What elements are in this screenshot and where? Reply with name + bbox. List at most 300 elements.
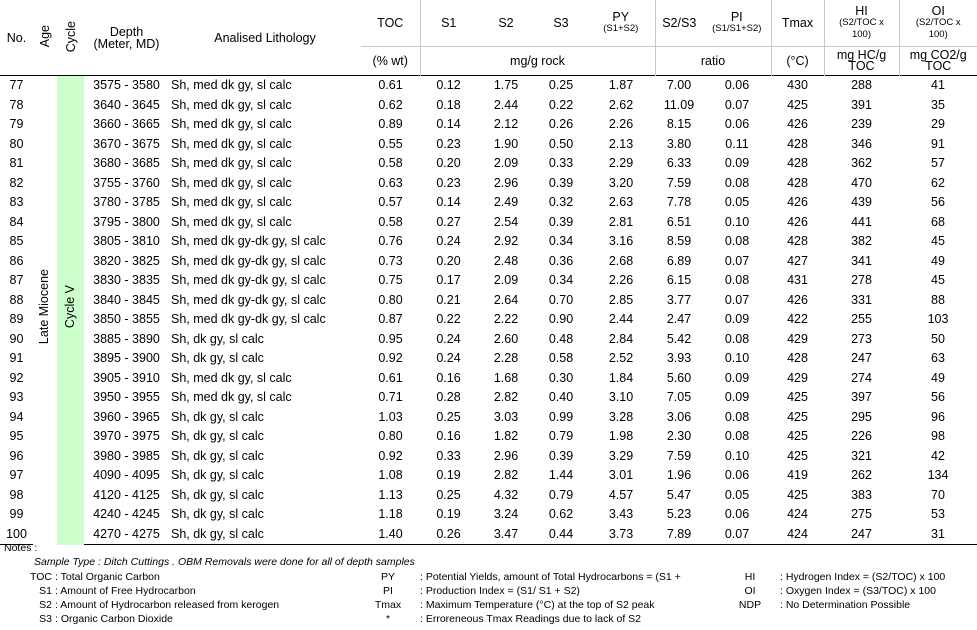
cell-pi: 0.05	[724, 195, 750, 209]
col-tmax-header: Tmax	[771, 0, 824, 47]
cell-tmax: 424	[771, 525, 824, 545]
cell-py: 2.26	[608, 117, 634, 131]
cell-s2: 1.68	[493, 370, 519, 385]
cell-toc: 0.95	[378, 331, 403, 346]
cell-s1: 0.27	[436, 214, 461, 229]
cell-hi: 226	[851, 429, 872, 443]
cell-toc: 0.80	[378, 429, 403, 443]
table-row	[0, 232, 977, 252]
cell-oi: 70	[931, 487, 945, 502]
cell-no: 78	[9, 97, 24, 112]
cell-depth: 3885 - 3890	[93, 331, 160, 346]
cell-hi: 470	[851, 175, 872, 190]
cell-s2s3: 7.05	[666, 390, 692, 404]
table-row	[0, 408, 977, 428]
cell-oi: 62	[931, 175, 945, 190]
cell-s1: 0.20	[436, 253, 461, 268]
cell-depth: 4090 - 4095	[93, 468, 160, 482]
col-age-header: Age	[38, 25, 52, 48]
cell-depth: 3895 - 3900	[93, 351, 160, 365]
cell-oi: 29	[931, 117, 945, 131]
cell-py: 3.10	[608, 390, 634, 404]
table-row	[0, 466, 977, 486]
age-label: Late Miocene	[37, 269, 52, 345]
cell-depth: 3950 - 3955	[93, 390, 160, 404]
cell-s1: 0.24	[436, 331, 461, 346]
cell-pi: 0.08	[724, 331, 750, 346]
cell-tmax: 428	[787, 351, 808, 365]
cell-s2s3: 2.30	[666, 429, 692, 443]
cell-no: 98	[9, 487, 24, 502]
cell-oi: 98	[931, 429, 945, 443]
cell-tmax: 426	[787, 117, 808, 131]
cell-s3: 0.33	[548, 156, 574, 170]
cell-s1: 0.23	[436, 136, 461, 151]
cell-pi: 0.08	[724, 409, 750, 424]
cell-oi: 49	[931, 370, 945, 385]
table-row	[0, 349, 977, 369]
cell-lithology: Sh, med dk gy-dk gy, sl calc	[171, 312, 326, 326]
table-row	[0, 525, 977, 545]
cell-hi: 383	[851, 487, 872, 502]
cell-py: 2.29	[608, 156, 634, 170]
cell-oi: 68	[931, 214, 945, 229]
cell-s2: 1.75	[493, 78, 519, 92]
cell-s3: 1.44	[548, 468, 574, 482]
cell-depth: 3670 - 3675	[93, 136, 160, 151]
cell-s3: 0.48	[548, 331, 574, 346]
table-row	[0, 388, 977, 408]
cell-s3: 0.90	[548, 312, 574, 326]
cell-s2: 1.82	[493, 429, 519, 443]
cell-tmax: 431	[787, 273, 808, 287]
cell-s1: 0.14	[436, 117, 461, 131]
legend-desc: : Amount of Free Hydrocarbon	[55, 585, 196, 597]
cell-tmax: 429	[787, 331, 808, 346]
cell-s3: 0.40	[548, 390, 574, 404]
cell-py: 2.63	[608, 195, 634, 209]
cell-toc: 1.18	[378, 507, 403, 521]
table-row	[0, 291, 977, 311]
cell-lithology: Sh, dk gy, sl calc	[171, 468, 264, 482]
cell-py: 2.13	[608, 136, 634, 151]
cell-lithology: Sh, dk gy, sl calc	[171, 409, 264, 424]
legend-desc: : Total Organic Carbon	[55, 571, 160, 583]
cell-no: 93	[9, 390, 24, 404]
cell-oi: 35	[931, 97, 945, 112]
cell-tmax: 429	[787, 370, 808, 385]
cell-s2: 2.28	[493, 351, 519, 365]
cell-s2s3: 7.78	[666, 195, 692, 209]
cell-tmax: 425	[787, 390, 808, 404]
cell-toc: 0.71	[378, 390, 403, 404]
cell-toc: 1.03	[378, 409, 403, 424]
cell-oi: 134	[927, 468, 949, 482]
cell-depth: 4120 - 4125	[93, 487, 160, 502]
cell-s2s3: 6.33	[666, 156, 692, 170]
table-row	[0, 96, 977, 116]
legend-abbr: NDP	[738, 599, 762, 611]
legend-desc: : Oxygen Index = (S3/TOC) x 100	[780, 585, 936, 597]
cell-tmax: 425	[787, 409, 808, 424]
cell-py: 2.44	[608, 312, 634, 326]
cell-hi: 274	[851, 370, 872, 385]
cell-pi: 0.06	[724, 117, 750, 131]
cell-s3: 0.50	[548, 136, 574, 151]
legend-abbr: HI	[744, 571, 756, 583]
cell-toc: 0.87	[378, 312, 403, 326]
cell-s2s3: 3.06	[666, 409, 692, 424]
cell-pi: 0.07	[703, 525, 771, 545]
cell-depth: 3660 - 3665	[93, 117, 160, 131]
legend-abbr: PY	[380, 571, 395, 583]
cell-s2s3: 8.15	[666, 117, 692, 131]
cell-s2s3: 5.42	[666, 331, 692, 346]
col-s3-header: S3	[553, 16, 569, 30]
cell-pi: 0.06	[724, 507, 750, 521]
cell-pi: 0.11	[725, 136, 749, 151]
cell-py: 1.84	[608, 370, 634, 385]
col-py-header: PY (S1+S2)	[587, 0, 655, 47]
cell-depth: 3850 - 3855	[93, 312, 160, 326]
cell-s2s3: 2.47	[666, 312, 692, 326]
cell-tmax: 425	[787, 429, 808, 443]
cell-s2: 2.82	[493, 390, 519, 404]
table-row	[0, 76, 977, 96]
cell-toc: 0.89	[378, 117, 403, 131]
cell-hi: 391	[851, 97, 872, 112]
cell-oi: 41	[931, 78, 945, 92]
cell-oi: 56	[931, 390, 945, 404]
col-pi-header: PI (S1/S1+S2)	[703, 0, 771, 47]
cell-toc: 1.08	[378, 468, 403, 482]
cell-s3: 0.22	[548, 97, 574, 112]
cell-s3: 0.99	[548, 409, 574, 424]
cell-py: 3.20	[608, 175, 634, 190]
table-row	[0, 135, 977, 155]
cell-pi: 0.06	[724, 468, 750, 482]
cell-s1: 0.24	[436, 234, 461, 248]
cell-oi: 96	[931, 409, 945, 424]
cell-s2s3: 6.51	[666, 214, 692, 229]
cell-tmax: 428	[787, 234, 808, 248]
cell-lithology: Sh, med dk gy, sl calc	[171, 390, 292, 404]
cell-py: 3.29	[608, 448, 634, 463]
cell-oi: 91	[931, 136, 945, 151]
cell-s2s3: 1.96	[666, 468, 692, 482]
cell-s3: 0.39	[548, 448, 574, 463]
cell-hi: 295	[851, 409, 872, 424]
cell-oi: 63	[931, 351, 945, 365]
cell-py: 3.73	[587, 525, 655, 545]
cell-s1: 0.19	[436, 507, 461, 521]
cell-s2s3: 11.09	[663, 97, 695, 112]
cell-py: 2.84	[608, 331, 634, 346]
cell-s1: 0.21	[436, 292, 461, 307]
cell-s2s3: 3.77	[666, 292, 692, 307]
cell-lithology: Sh, med dk gy, sl calc	[171, 370, 292, 385]
cell-s2s3: 3.93	[666, 351, 692, 365]
cell-hi: 275	[851, 507, 872, 521]
cell-py: 2.68	[608, 253, 634, 268]
cell-s2: 2.60	[493, 331, 519, 346]
cell-s3: 0.26	[548, 117, 574, 131]
cell-no: 91	[9, 351, 24, 365]
cell-s2: 4.32	[493, 487, 519, 502]
legend-abbr: PI	[383, 585, 393, 597]
cell-hi: 362	[851, 156, 872, 170]
cell-hi: 397	[851, 390, 872, 404]
cell-lithology: Sh, med dk gy-dk gy, sl calc	[171, 253, 326, 268]
cell-toc: 0.92	[378, 351, 403, 365]
legend-abbr: S3	[39, 613, 52, 625]
cell-depth: 3805 - 3810	[93, 234, 160, 248]
table-row	[0, 369, 977, 389]
col-hi-header: HI (S2/TOC x 100)	[824, 0, 899, 47]
cell-lithology: Sh, dk gy, sl calc	[171, 507, 264, 521]
table-row	[0, 174, 977, 194]
header-row	[0, 0, 977, 47]
ratio-unit: ratio	[655, 47, 771, 76]
cell-oi: 53	[931, 507, 945, 521]
age-cell	[33, 76, 57, 545]
cell-oi: 50	[931, 331, 945, 346]
cell-oi: 56	[931, 195, 945, 209]
cell-depth: 3960 - 3965	[93, 409, 160, 424]
cell-oi: 103	[927, 312, 949, 326]
cell-s2: 2.64	[493, 292, 519, 307]
cell-lithology: Sh, med dk gy-dk gy, sl calc	[171, 292, 326, 307]
cell-oi: 42	[931, 448, 945, 463]
cell-s2s3: 7.59	[666, 448, 692, 463]
cell-py: 2.52	[608, 351, 634, 365]
cell-s1: 0.12	[436, 78, 461, 92]
cell-s3: 0.25	[548, 78, 574, 92]
legend-desc: : Erroreneous Tmax Readings due to lack of S2	[420, 613, 642, 625]
cell-depth: 3680 - 3685	[93, 156, 160, 170]
cell-oi: 49	[931, 253, 945, 268]
cell-no: 84	[9, 214, 24, 229]
s-unit: mg/g rock	[420, 47, 655, 76]
cell-hi: 247	[851, 351, 872, 365]
cell-lithology: Sh, dk gy, sl calc	[171, 331, 264, 346]
cell-s3: 0.39	[548, 214, 574, 229]
cell-tmax: 428	[787, 136, 808, 151]
cell-py: 2.62	[608, 97, 634, 112]
cell-hi: 439	[851, 195, 872, 209]
cell-toc: 0.61	[378, 78, 403, 92]
cell-s2s3: 5.47	[666, 487, 692, 502]
notes-title: Notes :	[4, 542, 38, 554]
cell-s3: 0.30	[548, 370, 574, 385]
cell-no: 97	[9, 468, 24, 482]
cell-pi: 0.09	[724, 370, 750, 385]
toc-unit: (% wt)	[361, 47, 420, 76]
cell-toc: 0.57	[378, 195, 403, 209]
cell-s1: 0.23	[436, 175, 461, 190]
cell-py: 2.26	[608, 273, 634, 287]
table-row	[0, 486, 977, 506]
cell-hi: 346	[851, 136, 872, 151]
cell-no: 81	[9, 156, 24, 170]
cell-toc: 0.92	[378, 448, 403, 463]
cell-lithology: Sh, med dk gy-dk gy, sl calc	[171, 234, 326, 248]
cell-lithology: Sh, dk gy, sl calc	[171, 448, 264, 463]
table-body	[0, 76, 977, 545]
cell-lithology: Sh, dk gy, sl calc	[171, 351, 264, 365]
cell-s2s3: 5.23	[666, 507, 692, 521]
cell-s3: 0.32	[548, 195, 574, 209]
table-row	[0, 115, 977, 135]
cell-hi: 288	[851, 78, 872, 92]
cell-toc: 0.73	[378, 253, 403, 268]
cell-depth: 3970 - 3975	[93, 429, 160, 443]
cell-s2: 2.22	[493, 312, 519, 326]
cell-hi: 262	[851, 468, 872, 482]
cell-tmax: 426	[787, 214, 808, 229]
cell-py: 1.98	[608, 429, 634, 443]
cell-hi: 341	[851, 253, 872, 268]
cell-depth: 3755 - 3760	[93, 175, 160, 190]
cell-toc: 0.61	[378, 370, 403, 385]
cell-toc: 1.40	[361, 525, 420, 545]
cell-s2s3: 3.80	[666, 136, 692, 151]
cell-pi: 0.06	[724, 78, 750, 92]
col-oi-header: OI (S2/TOC x 100)	[915, 4, 961, 40]
legend-desc: : Hydrogen Index = (S2/TOC) x 100	[780, 571, 946, 583]
cell-toc: 0.63	[378, 175, 403, 190]
cell-s2: 2.48	[493, 253, 519, 268]
legend-desc: : Organic Carbon Dioxide	[55, 613, 173, 625]
cell-s2: 1.90	[493, 136, 519, 151]
legend-abbr: Tmax	[374, 599, 402, 611]
hi-unit: mg HC/g TOC	[824, 47, 899, 76]
cell-s1: 0.16	[436, 429, 461, 443]
cell-s2: 2.92	[493, 234, 519, 248]
col-s2-header: S2	[498, 16, 514, 30]
cell-no: 99	[9, 507, 24, 521]
cell-lithology: Sh, med dk gy, sl calc	[171, 195, 292, 209]
col-s2s3-header: S2/S3	[662, 16, 697, 30]
cell-lithology: Sh, med dk gy, sl calc	[171, 175, 292, 190]
cell-toc: 0.62	[378, 97, 403, 112]
cell-tmax: 430	[787, 78, 808, 92]
cell-lithology: Sh, med dk gy-dk gy, sl calc	[171, 273, 326, 287]
cell-lithology: Sh, dk gy, sl calc	[169, 525, 361, 545]
cell-pi: 0.09	[724, 312, 750, 326]
cell-py: 1.87	[608, 78, 634, 92]
cell-no: 82	[9, 175, 24, 190]
cell-s3: 0.34	[548, 234, 574, 248]
col-no-header: No.	[6, 30, 27, 45]
cell-no: 86	[9, 253, 24, 268]
cell-s1: 0.25	[436, 487, 461, 502]
col-lithology-header: Analised Lithology	[214, 30, 316, 45]
cell-no: 94	[9, 409, 24, 424]
cell-s3: 0.34	[548, 273, 574, 287]
cell-s2: 3.24	[493, 507, 519, 521]
cell-py: 3.43	[608, 507, 634, 521]
legend-desc: : No Determination Possible	[780, 599, 911, 611]
cell-pi: 0.07	[724, 253, 750, 268]
cell-no: 79	[9, 117, 24, 131]
cell-lithology: Sh, med dk gy, sl calc	[171, 97, 292, 112]
legend-desc: : Production Index = (S1/ S1 + S2)	[420, 585, 580, 597]
cell-tmax: 428	[787, 156, 808, 170]
table-row	[0, 271, 977, 291]
cell-oi: 88	[931, 292, 945, 307]
cell-pi: 0.09	[724, 390, 750, 404]
cell-pi: 0.10	[724, 448, 750, 463]
col-cycle-header: Cycle	[63, 20, 78, 53]
cell-py: 2.81	[608, 214, 634, 229]
cell-toc: 0.76	[378, 234, 403, 248]
cell-no: 90	[9, 331, 24, 346]
cell-no: 88	[9, 292, 24, 307]
cell-toc: 0.55	[378, 136, 403, 151]
cell-s1: 0.19	[436, 468, 461, 482]
cell-tmax: 425	[787, 97, 808, 112]
cell-oi: 31	[899, 525, 977, 545]
cell-tmax: 419	[787, 468, 808, 482]
cell-lithology: Sh, med dk gy, sl calc	[171, 78, 292, 92]
cell-toc: 0.58	[378, 156, 403, 170]
table-row	[0, 252, 977, 272]
cell-s1: 0.22	[436, 312, 461, 326]
oi-unit: mg CO2/g TOC	[909, 48, 967, 73]
cell-pi: 0.05	[724, 487, 750, 502]
legend-abbr: OI	[744, 585, 756, 597]
cell-s2: 2.96	[493, 175, 519, 190]
cell-hi: 441	[851, 214, 872, 229]
cell-s1: 0.25	[436, 409, 461, 424]
cell-pi: 0.10	[724, 351, 750, 365]
cell-oi: 45	[931, 273, 945, 287]
cell-s2: 2.82	[493, 468, 519, 482]
cell-depth: 3840 - 3845	[93, 292, 160, 307]
cell-s3: 0.79	[548, 487, 574, 502]
legend-abbr: S1	[39, 585, 52, 597]
legend-desc: : Maximum Temperature (°C) at the top of S2 peak	[420, 599, 655, 611]
cell-depth: 3830 - 3835	[93, 273, 160, 287]
cell-depth: 3780 - 3785	[93, 195, 160, 209]
cell-no: 89	[9, 312, 24, 326]
cell-s1: 0.28	[436, 390, 461, 404]
cell-py: 3.28	[608, 409, 634, 424]
table-row	[0, 193, 977, 213]
cell-tmax: 426	[787, 292, 808, 307]
cell-s2: 3.47	[477, 525, 535, 545]
cell-depth: 3820 - 3825	[93, 253, 160, 268]
cell-oi: 57	[931, 156, 945, 170]
cell-toc: 1.13	[378, 487, 403, 502]
cell-s2: 2.12	[493, 117, 519, 131]
cell-no: 95	[9, 429, 24, 443]
cell-pi: 0.07	[724, 97, 750, 112]
cell-hi: 278	[851, 273, 872, 287]
table-row	[0, 505, 977, 525]
table-row	[0, 154, 977, 174]
legend-desc: : Amount of Hydrocarbon released from kerogen	[55, 599, 280, 611]
cycle-label: Cycle V	[62, 285, 77, 329]
cell-no: 100	[0, 525, 33, 545]
cell-lithology: Sh, med dk gy, sl calc	[171, 136, 292, 151]
cell-no: 96	[9, 448, 24, 463]
cell-tmax: 426	[787, 195, 808, 209]
col-depth-header: Depth (Meter, MD)	[93, 24, 160, 51]
cycle-cell	[57, 76, 84, 545]
legend-abbr: TOC	[30, 571, 52, 583]
